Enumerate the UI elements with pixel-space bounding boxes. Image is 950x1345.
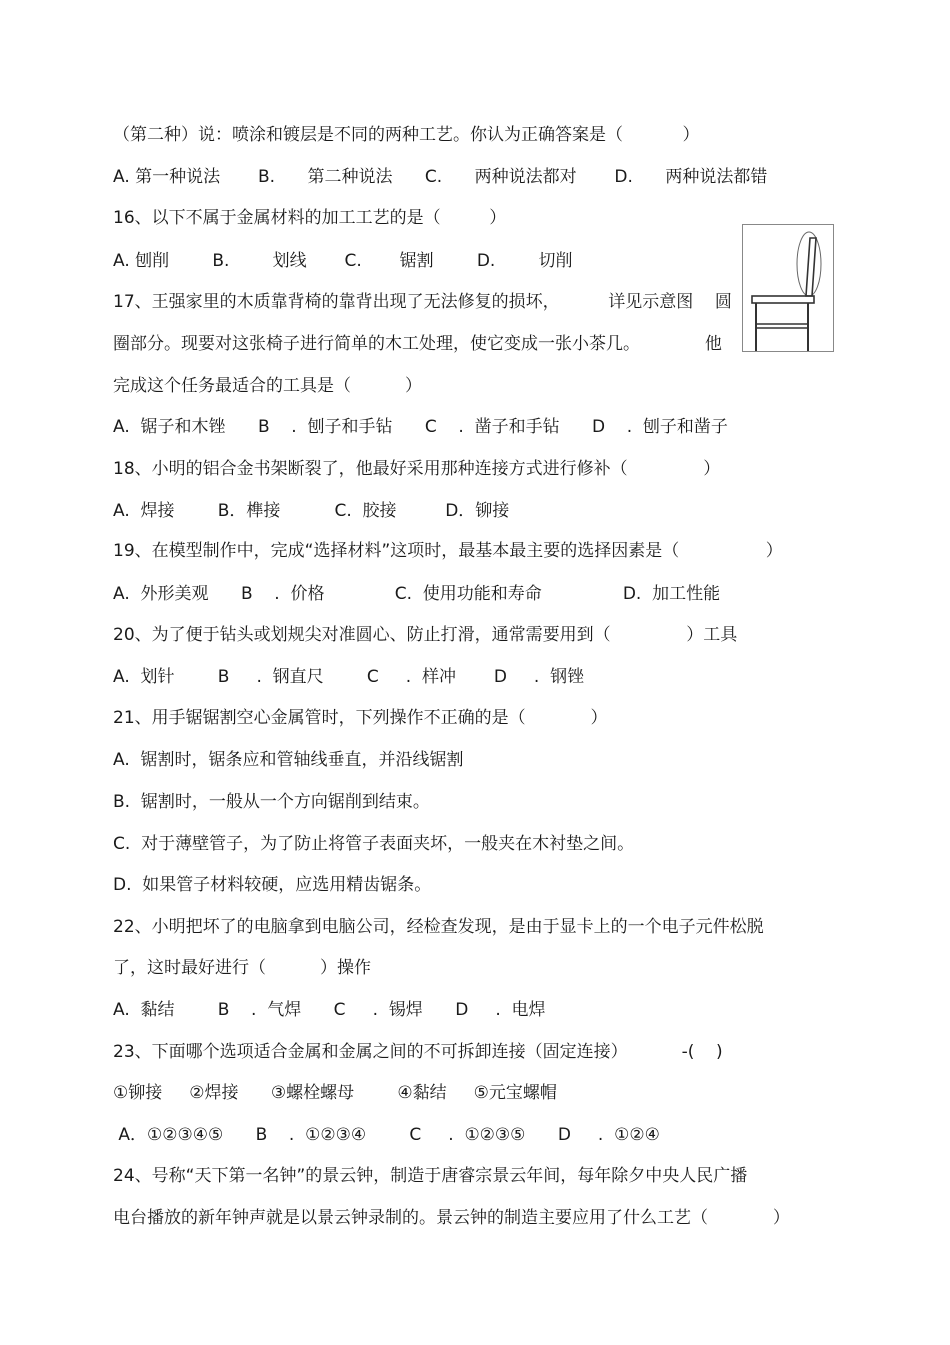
q23-items: ①铆接 ②焊接 ③螺栓螺母 ④黏结 ⑤元宝螺帽: [113, 1083, 557, 1103]
q15-options: A. 第一种说法 B. 第二种说法 C. 两种说法都对 D. 两种说法都错: [113, 167, 768, 187]
q21-option-b: B. 锯割时，一般从一个方向锯削到结束。: [113, 792, 430, 812]
q15-statement-line: （第二种）说：喷涂和镀层是不同的两种工艺。你认为正确答案是（ ）: [113, 125, 700, 145]
q24-question-line1: 24、号称“天下第一名钟”的景云钟，制造于唐睿宗景云年间，每年除夕中央人民广播: [113, 1166, 748, 1186]
chair-diagram: [742, 224, 834, 352]
q23-question: 23、下面哪个选项适合金属和金属之间的不可拆卸连接（固定连接） -( ): [113, 1042, 723, 1062]
q18-options: A. 焊接 B．榫接 C. 胶接 D．铆接: [113, 501, 510, 521]
q21-option-d: D. 如果管子材料较硬，应选用精齿锯条。: [113, 875, 432, 895]
q21-option-c: C. 对于薄壁管子，为了防止将管子表面夹坏，一般夹在木衬垫之间。: [113, 834, 635, 854]
q22-question-line1: 22、小明把坏了的电脑拿到电脑公司，经检查发现，是由于显卡上的一个电子元件松脱: [113, 917, 764, 937]
q17-question-line3: 完成这个任务最适合的工具是（ ）: [113, 376, 423, 396]
q23-options: A．①②③④⑤ B . ①②③④ C . ①②③⑤ D . ①②④: [113, 1125, 660, 1145]
q17-question-line2: 圈部分。现要对这张椅子进行简单的木工处理，使它变成一张小茶几。 他: [113, 334, 722, 354]
q20-question: 20、为了便于钻头或划规尖对准圆心、防止打滑，通常需要用到（ ）工具: [113, 625, 738, 645]
q17-options: A. 锯子和木锉 B . 刨子和手钻 C . 凿子和手钻 D . 刨子和凿子: [113, 417, 728, 437]
q19-options: A. 外形美观 B . 价格 C. 使用功能和寿命 D. 加工性能: [113, 584, 721, 604]
q22-question-line2: 了，这时最好进行（ ）操作: [113, 958, 372, 978]
q22-options: A. 黏结 B . 气焊 C . 锡焊 D . 电焊: [113, 1000, 546, 1020]
q18-question: 18、小明的铝合金书架断裂了，他最好采用那种连接方式进行修补（ ）: [113, 459, 721, 479]
q17-question-line1: 17、王强家里的木质靠背椅的靠背出现了无法修复的损坏， 详见示意图 圆: [113, 292, 732, 312]
chair-seat: [752, 296, 814, 303]
chair-backrest: [806, 238, 816, 296]
q21-option-a: A. 锯割时，锯条应和管轴线垂直，并沿线锯割: [113, 750, 464, 770]
q19-question: 19、在模型制作中，完成“选择材料”这项时，最基本最主要的选择因素是（ ）: [113, 541, 783, 561]
q16-options: A. 刨削 B. 划线 C. 锯割 D. 切削: [113, 251, 573, 271]
q24-question-line2: 电台播放的新年钟声就是以景云钟录制的。景云钟的制造主要应用了什么工艺（ ）: [113, 1208, 790, 1228]
q16-question: 16、以下不属于金属材料的加工工艺的是（ ）: [113, 208, 507, 228]
q20-options: A. 划针 B . 钢直尺 C . 样冲 D . 钢锉: [113, 667, 585, 687]
q21-question: 21、用手锯锯割空心金属管时，下列操作不正确的是（ ）: [113, 708, 608, 728]
